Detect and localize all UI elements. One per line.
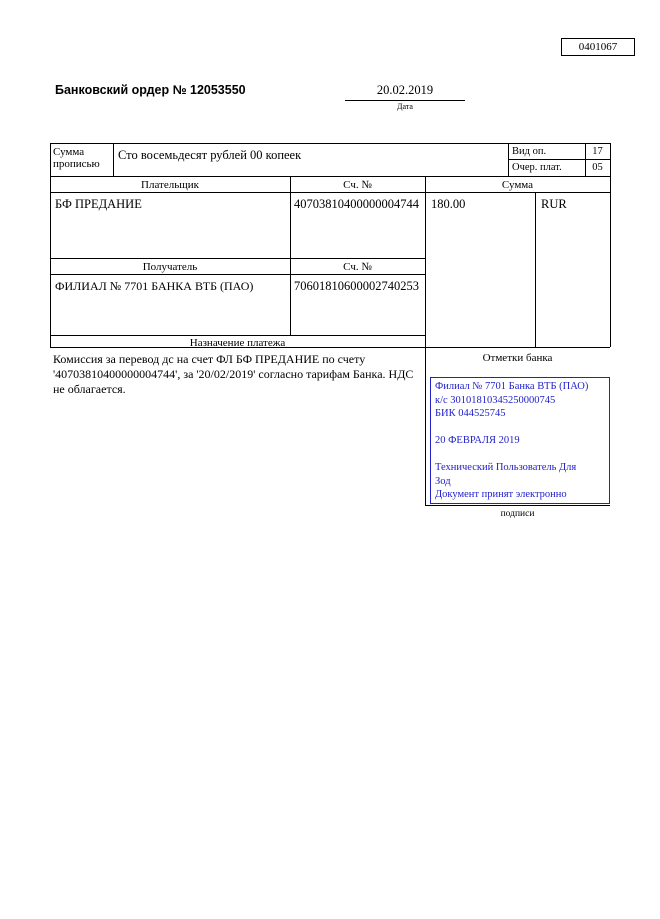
- stamp-line-date: 20 ФЕВРАЛЯ 2019: [435, 435, 520, 446]
- table-border-payer-bottom: [50, 258, 425, 259]
- stamp-line-blank-1: [435, 421, 605, 435]
- form-code-box: 0401067: [561, 38, 635, 56]
- sum-column-header: Сумма: [501, 179, 534, 191]
- table-border-right: [610, 143, 611, 347]
- recipient-name: ФИЛИАЛ № 7701 БАНКА ВТБ (ПАО): [55, 279, 254, 293]
- table-border-payer-col: [290, 176, 291, 335]
- table-border-vid-split: [508, 159, 610, 160]
- stamp-line-accepted: Документ принят электронно: [435, 489, 567, 500]
- payer-account-column-header: Сч. №: [343, 179, 372, 191]
- stamp-line-blank-2: [435, 448, 605, 462]
- recipient-account: 70601810600002740253: [294, 279, 419, 293]
- table-border-amount-label: [113, 143, 114, 176]
- payer-name: БФ ПРЕДАНИЕ: [55, 197, 142, 211]
- recipient-column-header: Получатель: [142, 261, 198, 273]
- table-border-vid-label: [508, 143, 509, 176]
- bank-marks-header: Отметки банка: [482, 352, 553, 364]
- date-field: [345, 83, 465, 111]
- vid-op-value: 17: [592, 146, 603, 157]
- table-border-top: [50, 143, 610, 144]
- ocher-plat-label: Очер. плат.: [512, 162, 562, 173]
- payer-account: 40703810400000004744: [294, 197, 419, 211]
- ocher-plat-value: 05: [592, 162, 603, 173]
- document-title: Банковский ордер № 12053550: [55, 83, 246, 97]
- amount-words-value: Сто восемьдесят рублей 00 копеек: [118, 148, 302, 162]
- table-border-header-bottom: [50, 192, 610, 193]
- date-value: 20.02.2019: [345, 83, 465, 101]
- currency-value: RUR: [541, 197, 567, 211]
- date-label: Дата: [397, 102, 413, 111]
- table-border-recipient-header-bottom: [50, 274, 425, 275]
- amount-value: 180.00: [431, 197, 466, 211]
- signatures-line: [425, 505, 610, 506]
- purpose-text: Комиссия за перевод дс на счет ФЛ БФ ПРЕДАНИЕ по счету '40703810400000004744', за '20/02/2019' согласно тарифам Банка. НДС не облагается.: [53, 352, 414, 396]
- stamp-line-bik: БИК 044525745: [435, 408, 506, 419]
- table-border-account-col: [425, 176, 426, 505]
- bank-stamp: [430, 377, 610, 504]
- table-border-currency-col: [535, 192, 536, 347]
- purpose-header: Назначение платежа: [189, 337, 286, 349]
- payer-column-header: Плательщик: [141, 179, 199, 191]
- vid-op-label: Вид оп.: [512, 146, 547, 157]
- stamp-line-user-2: Зод: [435, 475, 451, 487]
- table-border-recipient-bottom: [50, 335, 425, 336]
- stamp-line-branch: Филиал № 7701 Банка ВТБ (ПАО): [435, 381, 589, 392]
- recipient-account-column-header: Сч. №: [343, 261, 372, 273]
- table-border-row1-bottom: [50, 176, 610, 177]
- amount-words-label: Сумма прописью: [53, 146, 100, 170]
- stamp-line-corr-account: к/с 30101810345250000745: [435, 394, 556, 406]
- signatures-label: подписи: [500, 509, 535, 519]
- stamp-line-user-1: Технический Пользователь Для: [435, 462, 577, 473]
- table-border-left: [50, 143, 51, 347]
